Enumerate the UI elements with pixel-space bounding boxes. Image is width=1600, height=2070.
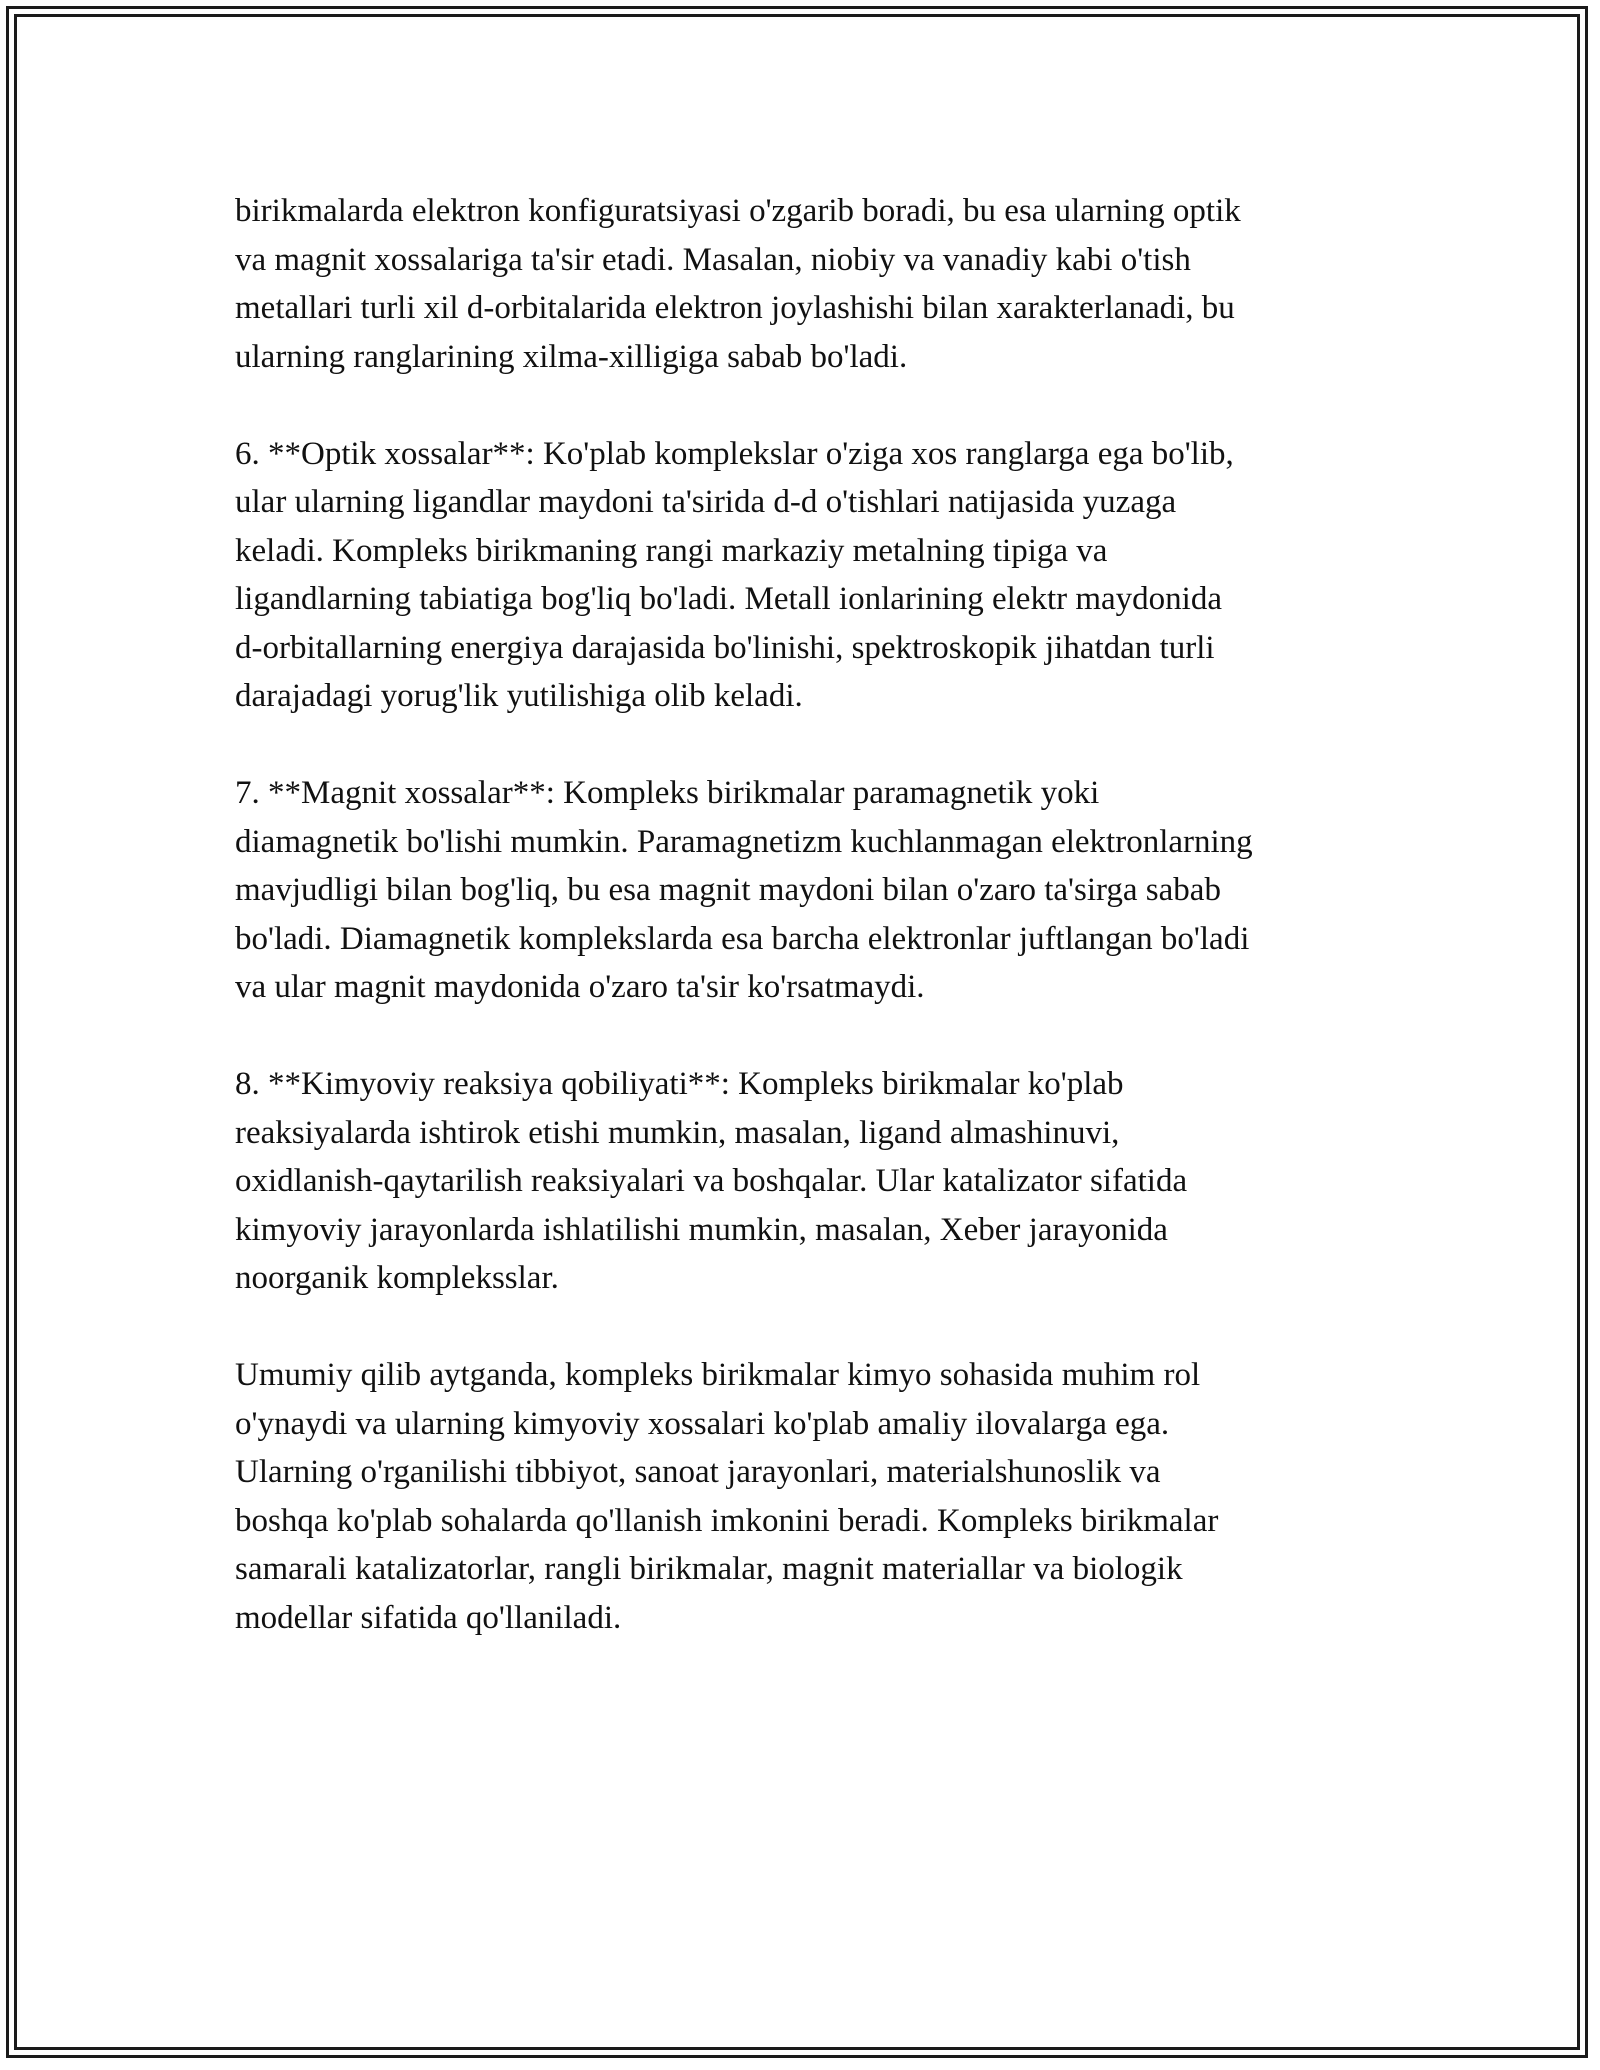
text-line: reaksiyalarda ishtirok etishi mumkin, masalan, ligand almashinuvi, bbox=[235, 1114, 1120, 1151]
text-line: metallari turli xil d-orbitalarida elektron joylashishi bilan xarakterlanadi, bu bbox=[235, 290, 1235, 326]
text-line: kimyoviy jarayonlarda ishlatilishi mumkin, masalan, Xeber jarayonida bbox=[235, 1211, 1168, 1248]
text-line: darajadagi yorug'lik yutilishiga olib keladi. bbox=[235, 678, 803, 714]
text-line: modellar sifatida qo'llaniladi. bbox=[235, 1599, 622, 1636]
paragraph-magnetic-properties bbox=[235, 769, 1375, 1012]
text-line: diamagnetik bo'lishi mumkin. Paramagnetizm kuchlanmagan elektronlarning bbox=[235, 823, 1253, 860]
text-line: oxidlanish-qaytarilish reaksiyalari va boshqalar. Ular katalizator sifatida bbox=[235, 1163, 1188, 1199]
text-line: bo'ladi. Diamagnetik komplekslarda esa barcha elektronlar juftlangan bo'ladi bbox=[235, 920, 1250, 957]
text-line: boshqa ko'plab sohalarda qo'llanish imkonini beradi. Kompleks birikmalar bbox=[235, 1502, 1219, 1539]
text-line: 6. **Optik xossalar**: Ko'plab komplekslar o'ziga xos ranglarga ega bo'lib, bbox=[235, 435, 1234, 472]
text-line: o'ynaydi va ularning kimyoviy xossalari ko'plab amaliy ilovalarga ega. bbox=[235, 1405, 1170, 1442]
paragraph-optical-properties bbox=[235, 430, 1375, 721]
text-line: va magnit xossalariga ta'sir etadi. Masalan, niobiy va vanadiy kabi o'tish bbox=[235, 241, 1191, 278]
text-line: ligandlarning tabiatiga bog'liq bo'ladi. Metall ionlarining elektr maydonida bbox=[235, 581, 1222, 617]
paragraph-intro-continuation bbox=[235, 187, 1375, 381]
text-line: noorganik kompleksslar. bbox=[235, 1260, 559, 1296]
text-line: Ularning o'rganilishi tibbiyot, sanoat jarayonlari, materialshunoslik va bbox=[235, 1454, 1161, 1490]
text-line: 7. **Magnit xossalar**: Kompleks birikmalar paramagnetik yoki bbox=[235, 775, 1100, 811]
text-line: Umumiy qilib aytganda, kompleks birikmalar kimyo sohasida muhim rol bbox=[235, 1357, 1201, 1393]
text-line: samarali katalizatorlar, rangli birikmalar, magnit materiallar va biologik bbox=[235, 1551, 1183, 1587]
text-line: d-orbitallarning energiya darajasida bo'linishi, spektroskopik jihatdan turli bbox=[235, 629, 1215, 666]
text-line: 8. **Kimyoviy reaksiya qobiliyati**: Kompleks birikmalar ko'plab bbox=[235, 1066, 1124, 1102]
paragraph-conclusion bbox=[235, 1351, 1375, 1642]
text-line: keladi. Kompleks birikmaning rangi markaziy metalning tipiga va bbox=[235, 532, 1108, 569]
text-line: va ular magnit maydonida o'zaro ta'sir ko'rsatmaydi. bbox=[235, 969, 925, 1005]
text-line: birikmalarda elektron konfiguratsiyasi o'zgarib boradi, bu esa ularning optik bbox=[235, 193, 1241, 229]
text-line: mavjudligi bilan bog'liq, bu esa magnit maydoni bilan o'zaro ta'sirga sabab bbox=[235, 872, 1221, 908]
paragraph-chemical-reactivity bbox=[235, 1060, 1375, 1303]
text-line: ularning ranglarining xilma-xilligiga sabab bo'ladi. bbox=[235, 338, 908, 375]
document-body bbox=[235, 187, 1375, 1691]
text-line: ular ularning ligandlar maydoni ta'sirida d-d o'tishlari natijasida yuzaga bbox=[235, 484, 1177, 520]
